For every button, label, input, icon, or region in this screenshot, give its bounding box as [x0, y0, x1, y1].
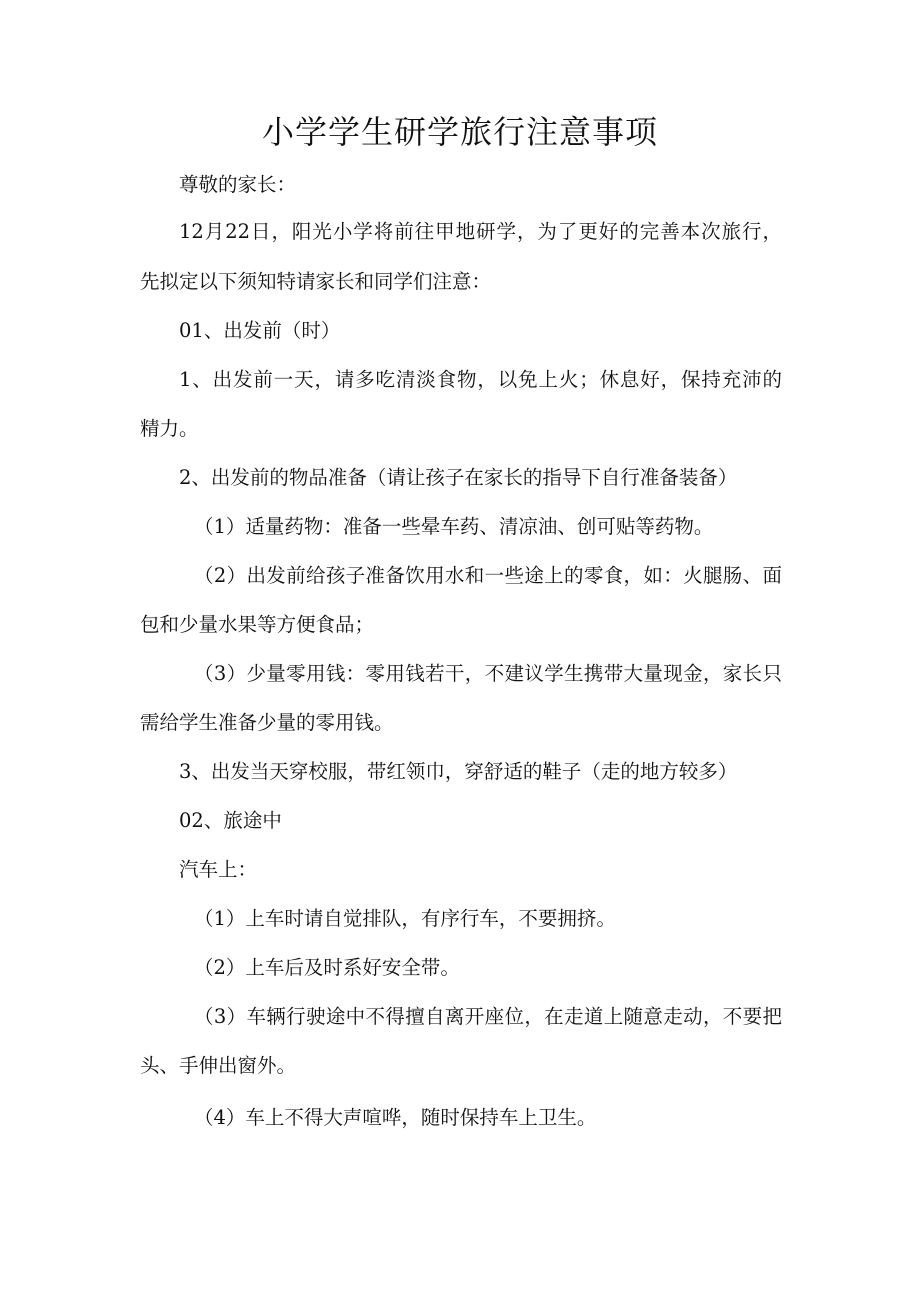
item-2-sub-3-line-1: （3）少量零用钱：零用钱若干，不建议学生携带大量现金，家长只 [194, 662, 782, 685]
section-heading-on-the-way: 02、旅途中 [179, 809, 282, 832]
bus-rule-2: （2）上车后及时系好安全带。 [194, 956, 460, 979]
salutation: 尊敬的家长： [179, 173, 297, 196]
document-title: 小学学生研学旅行注意事项 [261, 113, 658, 151]
item-2-sub-1: （1）适量药物：准备一些晕车药、清凉油、创可贴等药物。 [194, 515, 714, 538]
subsection-on-bus: 汽车上： [179, 858, 258, 881]
intro-line-1: 12月22日，阳光小学将前往甲地研学，为了更好的完善本次旅行， [179, 220, 782, 243]
item-2-sub-3-line-2: 需给学生准备少量的零用钱。 [140, 711, 394, 734]
item-2-sub-2-line-2: 包和少量水果等方便食品； [140, 613, 375, 636]
intro-line-2: 先拟定以下须知特请家长和同学们注意： [140, 270, 492, 293]
bus-rule-3-line-2: 头、手伸出窗外。 [140, 1054, 297, 1077]
item-1-line-2: 精力。 [140, 417, 199, 440]
bus-rule-3-line-1: （3）车辆行驶途中不得擅自离开座位，在走道上随意走动，不要把 [194, 1005, 782, 1028]
bus-rule-4: （4）车上不得大声喧哗，随时保持车上卫生。 [194, 1106, 597, 1129]
item-1-line-1: 1、出发前一天，请多吃清淡食物，以免上火；休息好，保持充沛的 [179, 368, 782, 391]
item-2-heading: 2、出发前的物品准备（请让孩子在家长的指导下自行准备装备） [179, 466, 738, 489]
bus-rule-1: （1）上车时请自觉排队，有序行车，不要拥挤。 [194, 907, 616, 930]
item-3: 3、出发当天穿校服，带红领巾，穿舒适的鞋子（走的地方较多） [179, 760, 738, 783]
item-2-sub-2-line-1: （2）出发前给孩子准备饮用水和一些途上的零食，如：火腿肠、面 [194, 564, 782, 587]
section-heading-before-departure: 01、出发前（时） [179, 319, 341, 342]
